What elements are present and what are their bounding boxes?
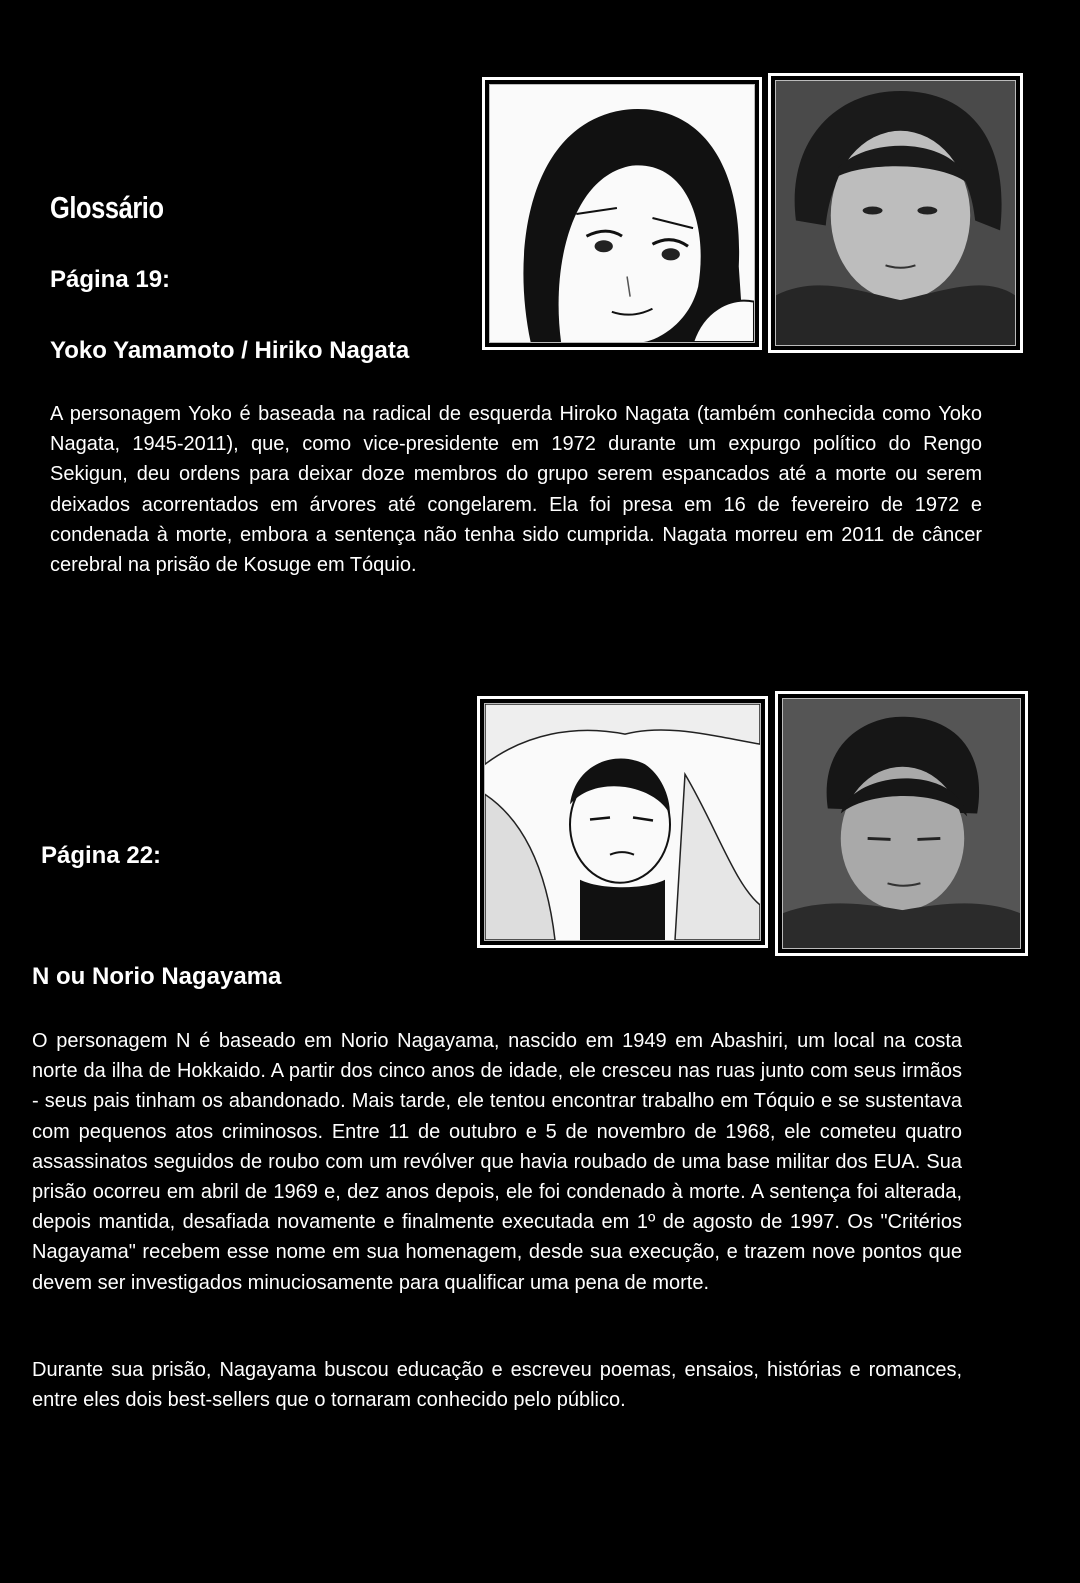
entry2-description-continued: Durante sua prisão, Nagayama buscou educação e escreveu poemas, ensaios, histórias e romances, entre eles dois best-sellers que o tornaram conhecido pelo público. — [32, 1359, 962, 1412]
yoko-manga-portrait — [482, 77, 762, 350]
glossary-title: Glossário — [50, 190, 164, 225]
nagayama-photo — [775, 691, 1028, 956]
n-manga-portrait — [477, 696, 768, 948]
entry2-name: N ou Norio Nagayama — [32, 963, 282, 990]
entry2-page-label: Página 22: — [41, 842, 162, 869]
entry2-description: O personagem N é baseado em Norio Nagayama, nascido em 1949 em Abashiri, um local na costa norte da ilha de Hokkaido. A partir dos cinco anos de idade, ele cresceu nas ruas junto com seus irmãos - seus pais tinham os abandonado. Mais tarde, ele tentou encontrar trabalho em Tóquio e se sustentava com pequenos atos criminosos. Entre 11 de outubro e 5 de novembro de 1968, ele cometeu quatro assassinatos seguidos de roubo com um revólver que havia roubado de uma base militar dos EUA. Sua prisão ocorreu em abril de 1969 e, dez anos depois, ele foi condenado à morte. A sentença foi alterada, depois mantida, desafiada novamente e finalmente executada em 1º de agosto de 1997. Os "Critérios Nagayama" recebem esse nome em sua homenagem, desde sua execução, e trazem nove pontos que devem ser investigados minuciosamente para qualificar uma pena de morte. — [32, 1030, 962, 1294]
entry1-page-label: Página 19: — [50, 266, 171, 293]
entry1-description: A personagem Yoko é baseada na radical de esquerda Hiroko Nagata (também conhecida como Yoko Nagata, 1945-2011), que, como vice-presidente em 1972 durante um expurgo político do Rengo Sekigun, deu ordens para deixar doze membros do grupo serem espancados até a morte ou serem deixados acorrentados em árvores até congelarem. Ela foi presa em 16 de fevereiro de 1972 e condenada à morte, embora a sentença não tenha sido cumprida. Nagata morreu em 2011 de câncer cerebral na prisão de Kosuge em Tóquio. — [50, 403, 982, 577]
nagata-photo — [768, 73, 1023, 353]
entry1-name: Yoko Yamamoto / Hiriko Nagata — [50, 337, 410, 364]
